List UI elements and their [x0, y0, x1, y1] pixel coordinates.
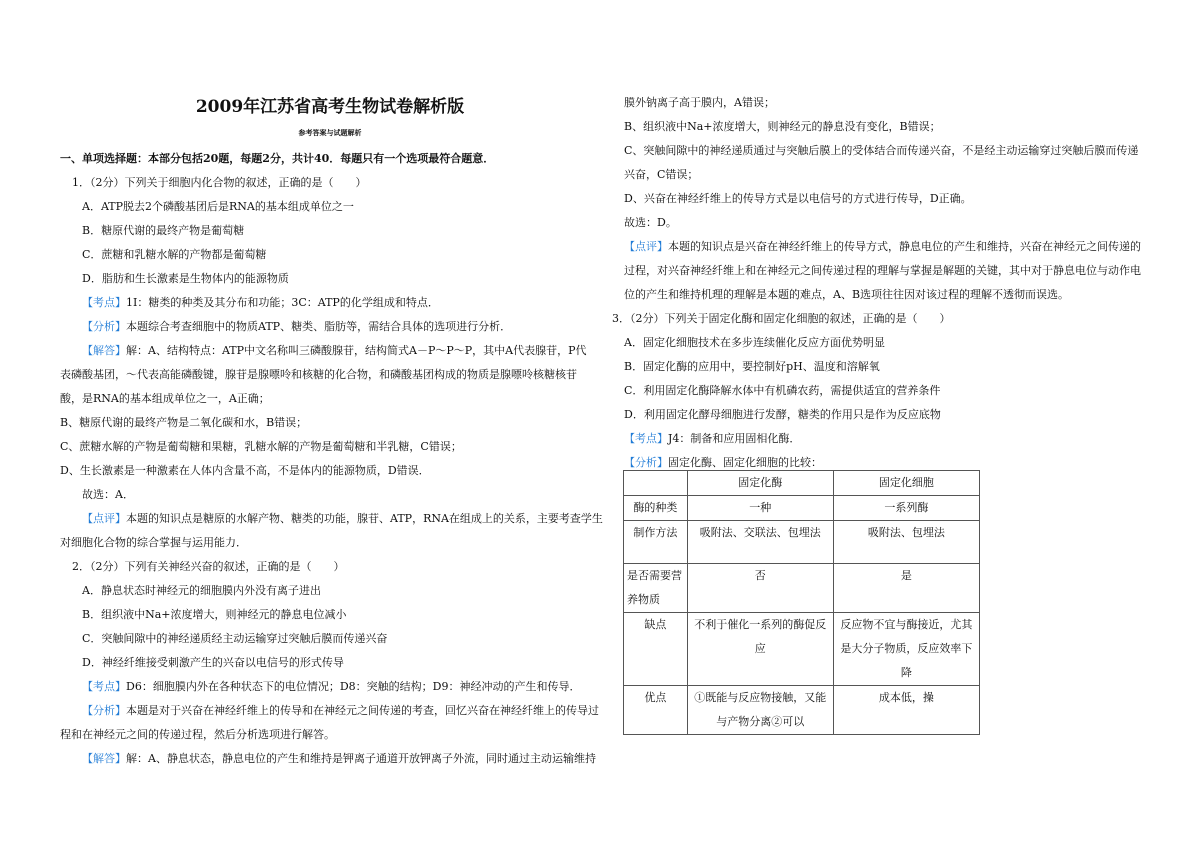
q1-answer: 故选：A．: [82, 488, 134, 501]
table-cell: 制作方法: [624, 521, 688, 564]
q1-jieda-5: C、蔗糖水解的产物是葡萄糖和果糖，乳糖水解的产物是葡萄糖和半乳糖，C错误；: [60, 440, 462, 453]
q2-dianping-3: 位的产生和维持机理的理解是本题的难点，A、B选项往往因对该过程的理解不透彻而误选。: [624, 288, 1070, 301]
q2-jieda-2: 膜外钠离子高于膜内，A错误；: [624, 96, 775, 109]
q1-option-a: A．ATP脱去2个磷酸基团后是RNA的基本组成单位之一: [82, 200, 354, 213]
q1-option-c: C．蔗糖和乳糖水解的产物都是葡萄糖: [82, 248, 267, 261]
q1-option-d: D．脂肪和生长激素是生物体内的能源物质: [82, 272, 289, 285]
q2-jieda-5: 兴奋，C错误；: [624, 168, 699, 181]
q2-option-c: C．突触间隙中的神经递质经主动运输穿过突触后膜而传递兴奋: [82, 632, 388, 645]
table-cell: 不利于催化一系列的酶促反应: [687, 613, 833, 686]
q1-dianping-1: 【点评】本题的知识点是糖原的水解产物、糖类的功能，腺苷、ATP，RNA在组成上的关系，主要考查学生: [82, 512, 603, 525]
q1-kaodian: 【考点】1I：糖类的种类及其分布和功能；3C：ATP的化学组成和特点．: [82, 296, 439, 309]
table-cell: 一系列酶: [833, 496, 979, 521]
q2-option-d: D．神经纤维接受刺激产生的兴奋以电信号的形式传导: [82, 656, 344, 669]
q2-option-a: A．静息状态时神经元的细胞膜内外没有离子进出: [82, 584, 321, 597]
q3-kaodian: 【考点】J4：制备和应用固相化酶．: [624, 432, 801, 445]
table-cell: 是: [833, 564, 979, 613]
table-row: [624, 496, 980, 521]
table-row: [624, 613, 980, 686]
q1-jieda-1: 【解答】解：A、结构特点：ATP中文名称叫三磷酸腺苷，结构简式A－P～P～P，其中A代表腺苷，P代: [82, 344, 587, 357]
q2-jieda-3: B、组织液中Na+浓度增大，则神经元的静息没有变化，B错误；: [624, 120, 941, 133]
q1-stem: 1．（2分）下列关于细胞内化合物的叙述，正确的是（ ）: [72, 176, 367, 189]
q1-jieda-2: 表磷酸基团，～代表高能磷酸键，腺苷是腺嘌呤和核糖的化合物，和磷酸基团构成的物质是腺嘌呤核糖核苷: [60, 368, 577, 381]
table-cell: 优点: [624, 686, 688, 735]
q2-dianping-2: 过程，对兴奋神经纤维上和在神经元之间传递过程的理解与掌握是解题的关键，其中对于静息电位与动作电: [624, 264, 1141, 277]
q2-jieda-4: C、突触间隙中的神经递质通过与突触后膜上的受体结合而传递兴奋，不是经主动运输穿过突触后膜而传递: [624, 144, 1139, 157]
q2-answer: 故选：D。: [624, 216, 677, 229]
table-header-cell: 固定化酶: [687, 471, 833, 496]
q3-fenxi: 【分析】固定化酶、固定化细胞的比较：: [624, 456, 822, 469]
table-row: [624, 521, 980, 564]
q3-option-b: B．固定化酶的应用中，要控制好pH、温度和溶解氧: [624, 360, 880, 373]
table-row: [624, 564, 980, 613]
q1-fenxi: 【分析】本题综合考查细胞中的物质ATP、糖类、脂肪等，需结合具体的选项进行分析．: [82, 320, 512, 333]
q3-stem: 3．（2分）下列关于固定化酶和固定化细胞的叙述，正确的是（ ）: [612, 312, 951, 325]
q3-option-d: D．利用固定化酵母细胞进行发酵，糖类的作用只是作为反应底物: [624, 408, 941, 421]
q2-stem: 2．（2分）下列有关神经兴奋的叙述，正确的是（ ）: [72, 560, 345, 573]
document-title: 2009年江苏省高考生物试卷解析版: [195, 97, 465, 117]
table-cell: 否: [687, 564, 833, 613]
table-cell: 缺点: [624, 613, 688, 686]
q3-option-c: C．利用固定化酶降解水体中有机磷农药，需提供适宜的营养条件: [624, 384, 941, 397]
table-cell: 反应物不宜与酶接近，尤其是大分子物质，反应效率下降: [833, 613, 979, 686]
q2-jieda-1: 【解答】解：A、静息状态，静息电位的产生和维持是钾离子通道开放钾离子外流，同时通过主动运输维持: [82, 752, 596, 765]
q1-jieda-4: B、糖原代谢的最终产物是二氧化碳和水，B错误；: [60, 416, 308, 429]
table-header-row: [624, 471, 980, 496]
table-cell: 是否需要营养物质: [624, 564, 688, 613]
q1-dianping-2: 对细胞化合物的综合掌握与运用能力．: [60, 536, 247, 549]
q2-dianping-1: 【点评】本题的知识点是兴奋在神经纤维上的传导方式，静息电位的产生和维持，兴奋在神经元之间传递的: [624, 240, 1141, 253]
table-row: [624, 686, 980, 735]
comparison-table: [623, 470, 980, 735]
document-subtitle: 参考答案与试题解析: [298, 128, 362, 137]
table-cell: 吸附法、包埋法: [833, 521, 979, 564]
q3-option-a: A．固定化细胞技术在多步连续催化反应方面优势明显: [624, 336, 885, 349]
section-heading: 一、单项选择题：本部分包括20题，每题2分，共计40．每题只有一个选项最符合题意．: [60, 152, 495, 165]
table-cell: 吸附法、交联法、包埋法: [687, 521, 833, 564]
table-cell: 酶的种类: [624, 496, 688, 521]
table-cell: 一种: [687, 496, 833, 521]
table-cell: 成本低，操: [833, 686, 979, 735]
table-cell: ①既能与反应物接触，又能与产物分离②可以: [687, 686, 833, 735]
q2-fenxi-2: 程和在神经元之间的传递过程，然后分析选项进行解答。: [60, 728, 335, 741]
q1-jieda-3: 酸，是RNA的基本组成单位之一，A正确；: [60, 392, 270, 405]
q2-jieda-6: D、兴奋在神经纤维上的传导方式是以电信号的方式进行传导，D正确。: [624, 192, 972, 205]
q2-fenxi-1: 【分析】本题是对于兴奋在神经纤维上的传导和在神经元之间传递的考查，回忆兴奋在神经纤维上的传导过: [82, 704, 599, 717]
table-header-cell: 固定化细胞: [833, 471, 979, 496]
q2-kaodian: 【考点】D6：细胞膜内外在各种状态下的电位情况；D8：突触的结构；D9：神经冲动的产生和传导．: [82, 680, 581, 693]
table-header-cell: [624, 471, 688, 496]
q1-option-b: B．糖原代谢的最终产物是葡萄糖: [82, 224, 245, 237]
q2-option-b: B．组织液中Na+浓度增大，则神经元的静息电位减小: [82, 608, 347, 621]
q1-jieda-6: D、生长激素是一种激素在人体内含量不高，不是体内的能源物质，D错误．: [60, 464, 430, 477]
